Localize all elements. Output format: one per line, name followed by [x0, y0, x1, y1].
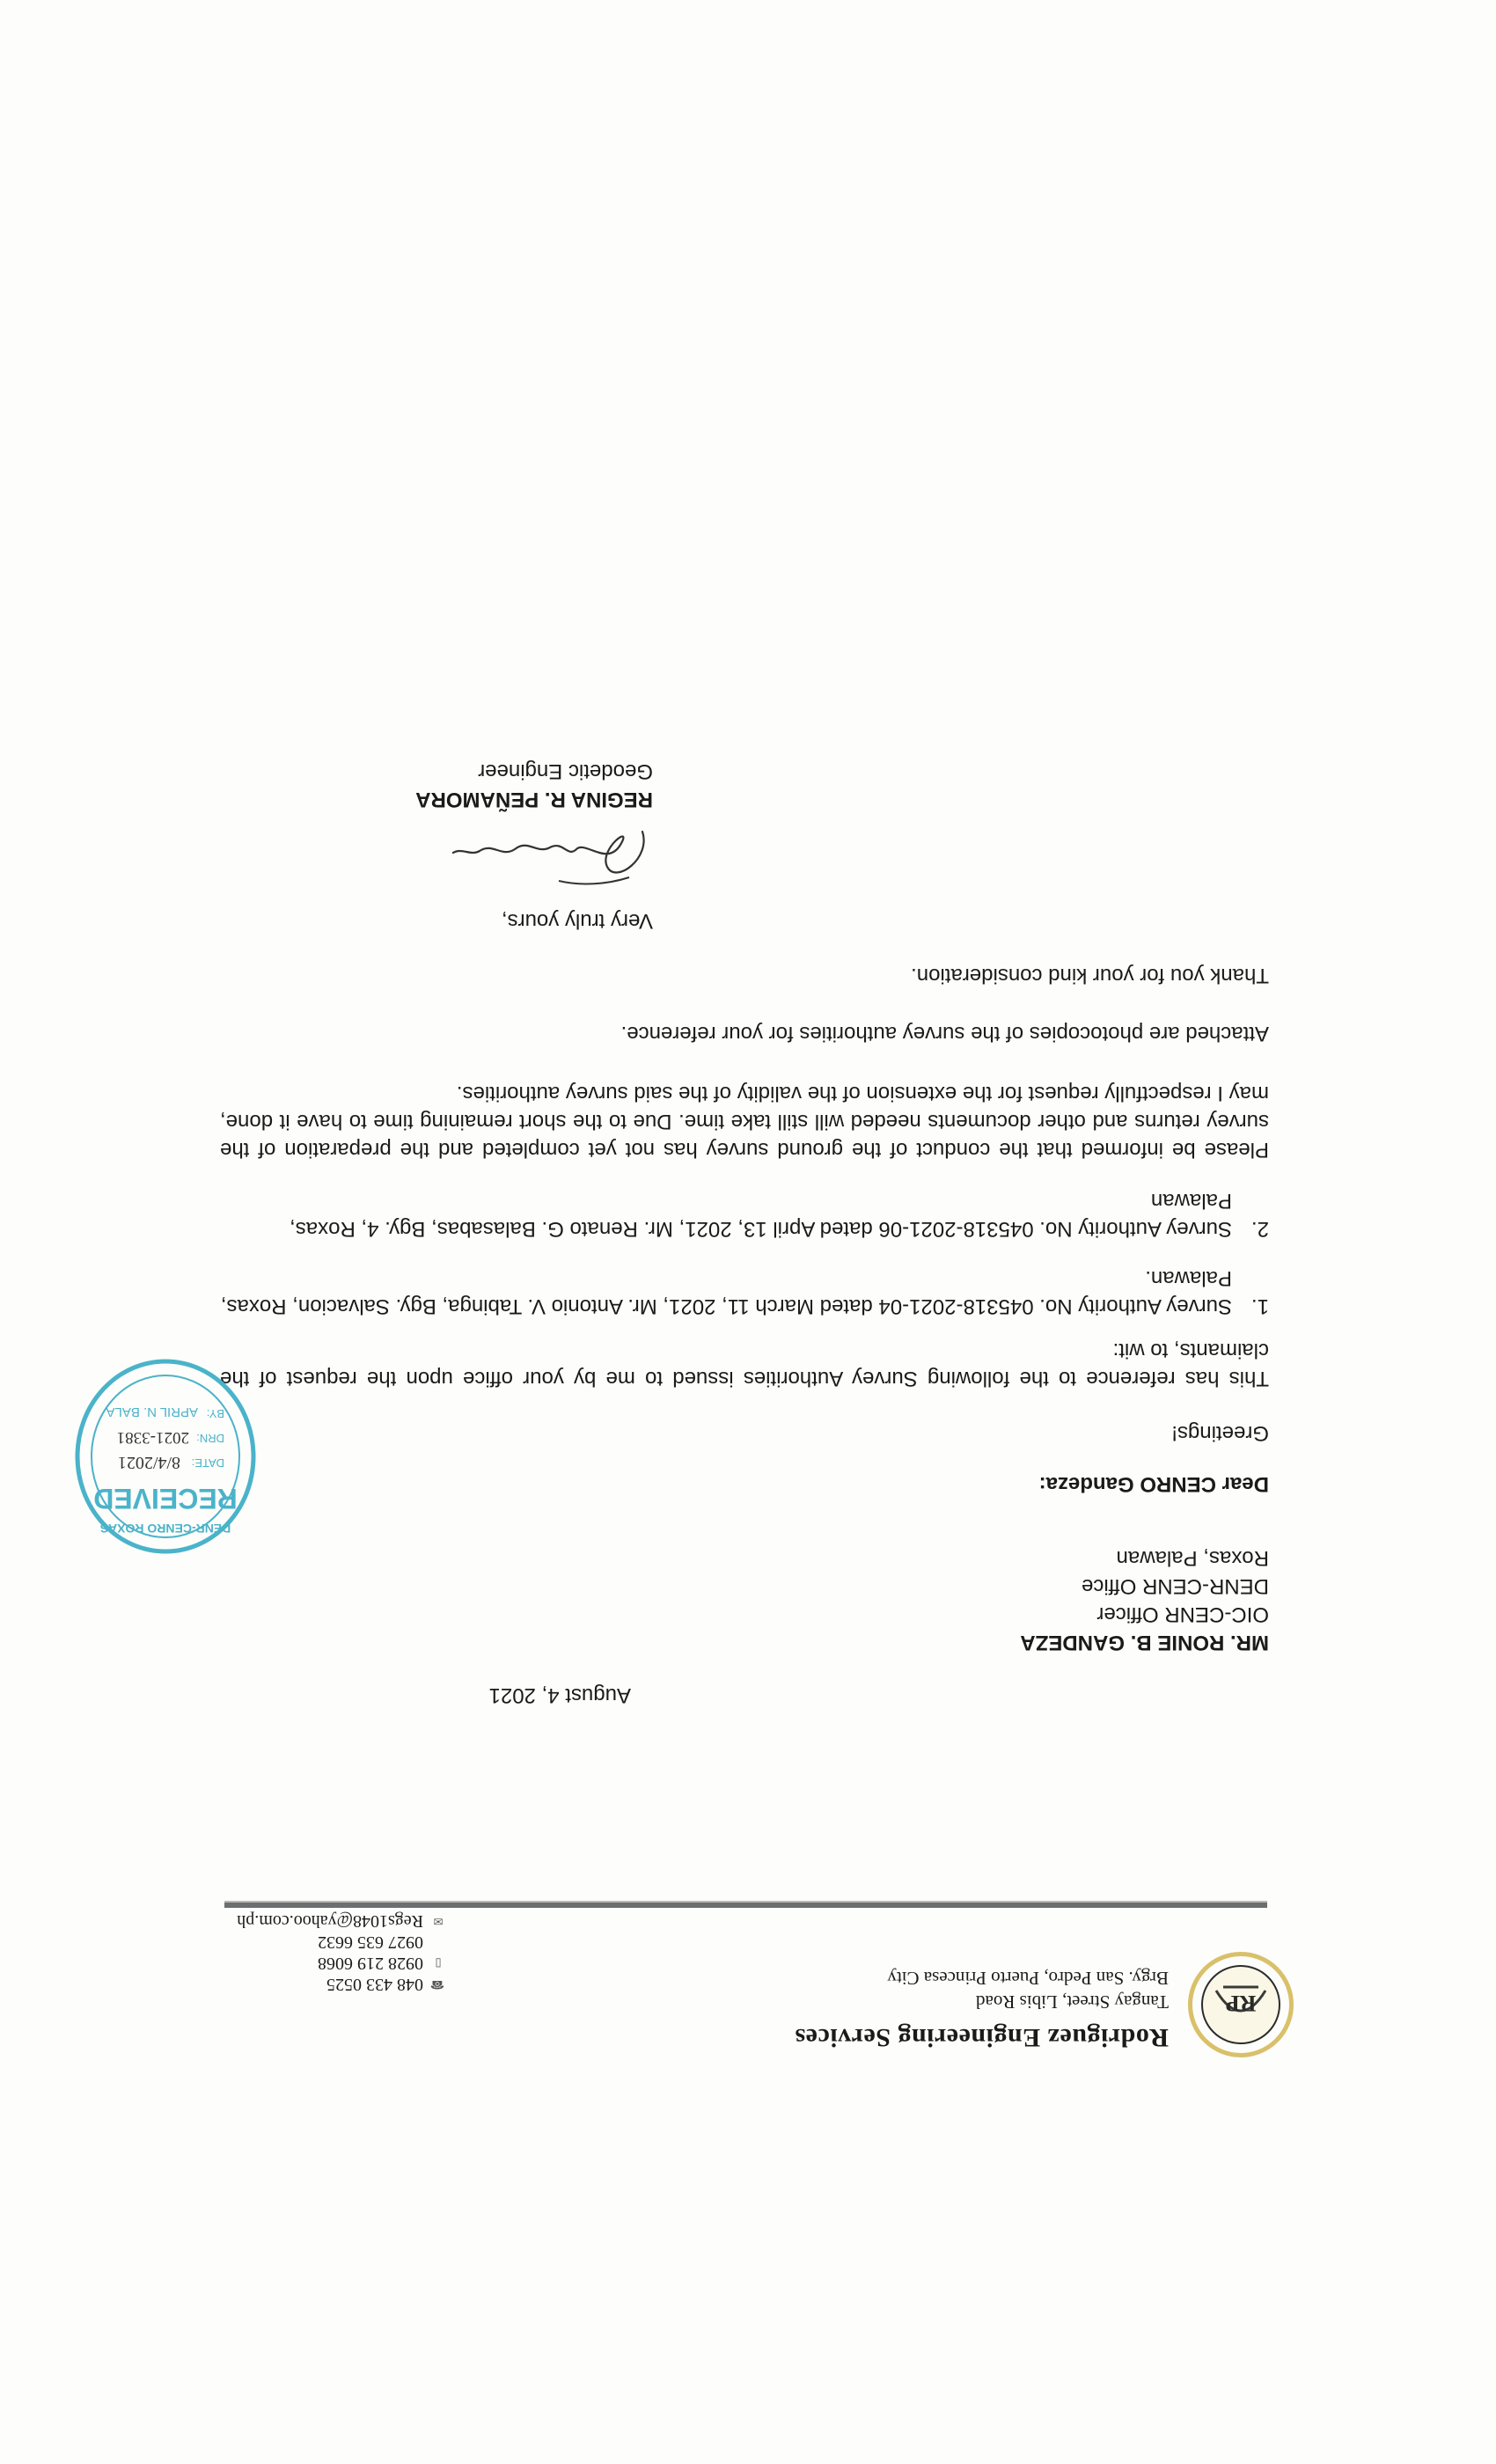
phone-icon: ☎: [429, 1978, 444, 1991]
body-paragraph: Attached are photocopies of the survey authorities for your reference.: [620, 1022, 1269, 1045]
addressee-block: [1020, 1544, 1269, 1656]
list-number: 2.: [1250, 1217, 1269, 1241]
svg-text:DATE:: DATE:: [191, 1456, 224, 1470]
stamp-drn: 2021-3381: [116, 1428, 189, 1447]
addressee-name: MR. RONIE B. GANDEZA: [1020, 1631, 1269, 1654]
letterhead-divider: [224, 1901, 1267, 1908]
body-paragraph: This has reference to the following Survey Authorities issued to me by your office upon the request of the claimants, to wit:: [220, 1338, 1269, 1390]
svg-text:DRN:: DRN:: [196, 1432, 224, 1445]
company-address: [887, 1966, 1169, 2013]
list-item: [220, 1264, 1269, 1320]
list-item: [220, 1186, 1269, 1243]
greeting: Greetings!: [1171, 1421, 1269, 1445]
salutation: Dear CENRO Gandeza:: [1038, 1472, 1269, 1496]
signer-name: REGINA R. PEÑAMORA: [415, 788, 653, 811]
stamp-by: APRIL N. BALA: [106, 1404, 198, 1419]
body-paragraph: Thank you for your kind consideration.: [911, 964, 1269, 987]
addressee-line: Roxas, Palawan: [1116, 1546, 1269, 1570]
email-icon: ✉: [433, 1915, 444, 1928]
stamp-date: 8/4/2021: [117, 1453, 180, 1472]
contact-mobile-2: 0927 635 6632: [318, 1932, 423, 1952]
contact-row: [237, 1953, 444, 1974]
address-line: Brgy. San Pedro, Puerto Princesa City: [887, 1968, 1169, 1989]
svg-text:BY:: BY:: [206, 1407, 224, 1420]
handwritten-signature: [440, 805, 669, 893]
contact-email: Regs1048@yahoo.com.ph: [237, 1911, 423, 1931]
company-name: Rodriguez Engineering Services: [795, 2023, 1169, 2052]
mobile-icon: ▯: [435, 1957, 442, 1970]
contact-row: [237, 1910, 444, 1932]
address-line: Tangay Street, Libis Road: [976, 1991, 1169, 2013]
logo-monogram: RP: [1225, 1991, 1257, 2016]
addressee-line: OIC-CENR Officer: [1096, 1602, 1269, 1626]
list-text: Survey Authority No. 045318-2021-04 dated March 11, 2021, Mr. Antonio V. Tabinga, Bgy. Salvacion, Roxas, Palawan.: [220, 1266, 1232, 1318]
body-paragraph: Please be informed that the conduct of the ground survey has not yet completed and the preparation of the survey returns and other documents needed will still take time. Due to the short remaining time to have it done, may I respectfully request for the extension of the validity of the said survey authorities.: [220, 1082, 1269, 1162]
company-logo: [1188, 1952, 1294, 2057]
list-text: Survey Authority No. 045318-2021-06 dated April 13, 2021, Mr. Renato G. Balasabas, Bgy. 4, Roxas, Palawan: [290, 1189, 1232, 1241]
signer-title: Geodetic Engineer: [478, 759, 653, 783]
contact-phone: 048 433 0525: [326, 1975, 423, 1994]
received-stamp: [70, 1355, 260, 1558]
stamp-office: DENR-CENRO ROXAS: [99, 1522, 231, 1536]
closing: Very truly yours,: [501, 909, 653, 933]
contact-row: [237, 1932, 444, 1953]
contact-mobile: 0928 219 6068: [318, 1954, 423, 1973]
addressee-line: DENR-CENR Office: [1082, 1574, 1269, 1598]
stamp-label: RECEIVED: [93, 1483, 238, 1514]
contact-row: [237, 1974, 444, 1995]
list-number: 1.: [1250, 1294, 1269, 1318]
letter-date: August 4, 2021: [488, 1683, 631, 1707]
contact-block: [237, 1910, 444, 1995]
